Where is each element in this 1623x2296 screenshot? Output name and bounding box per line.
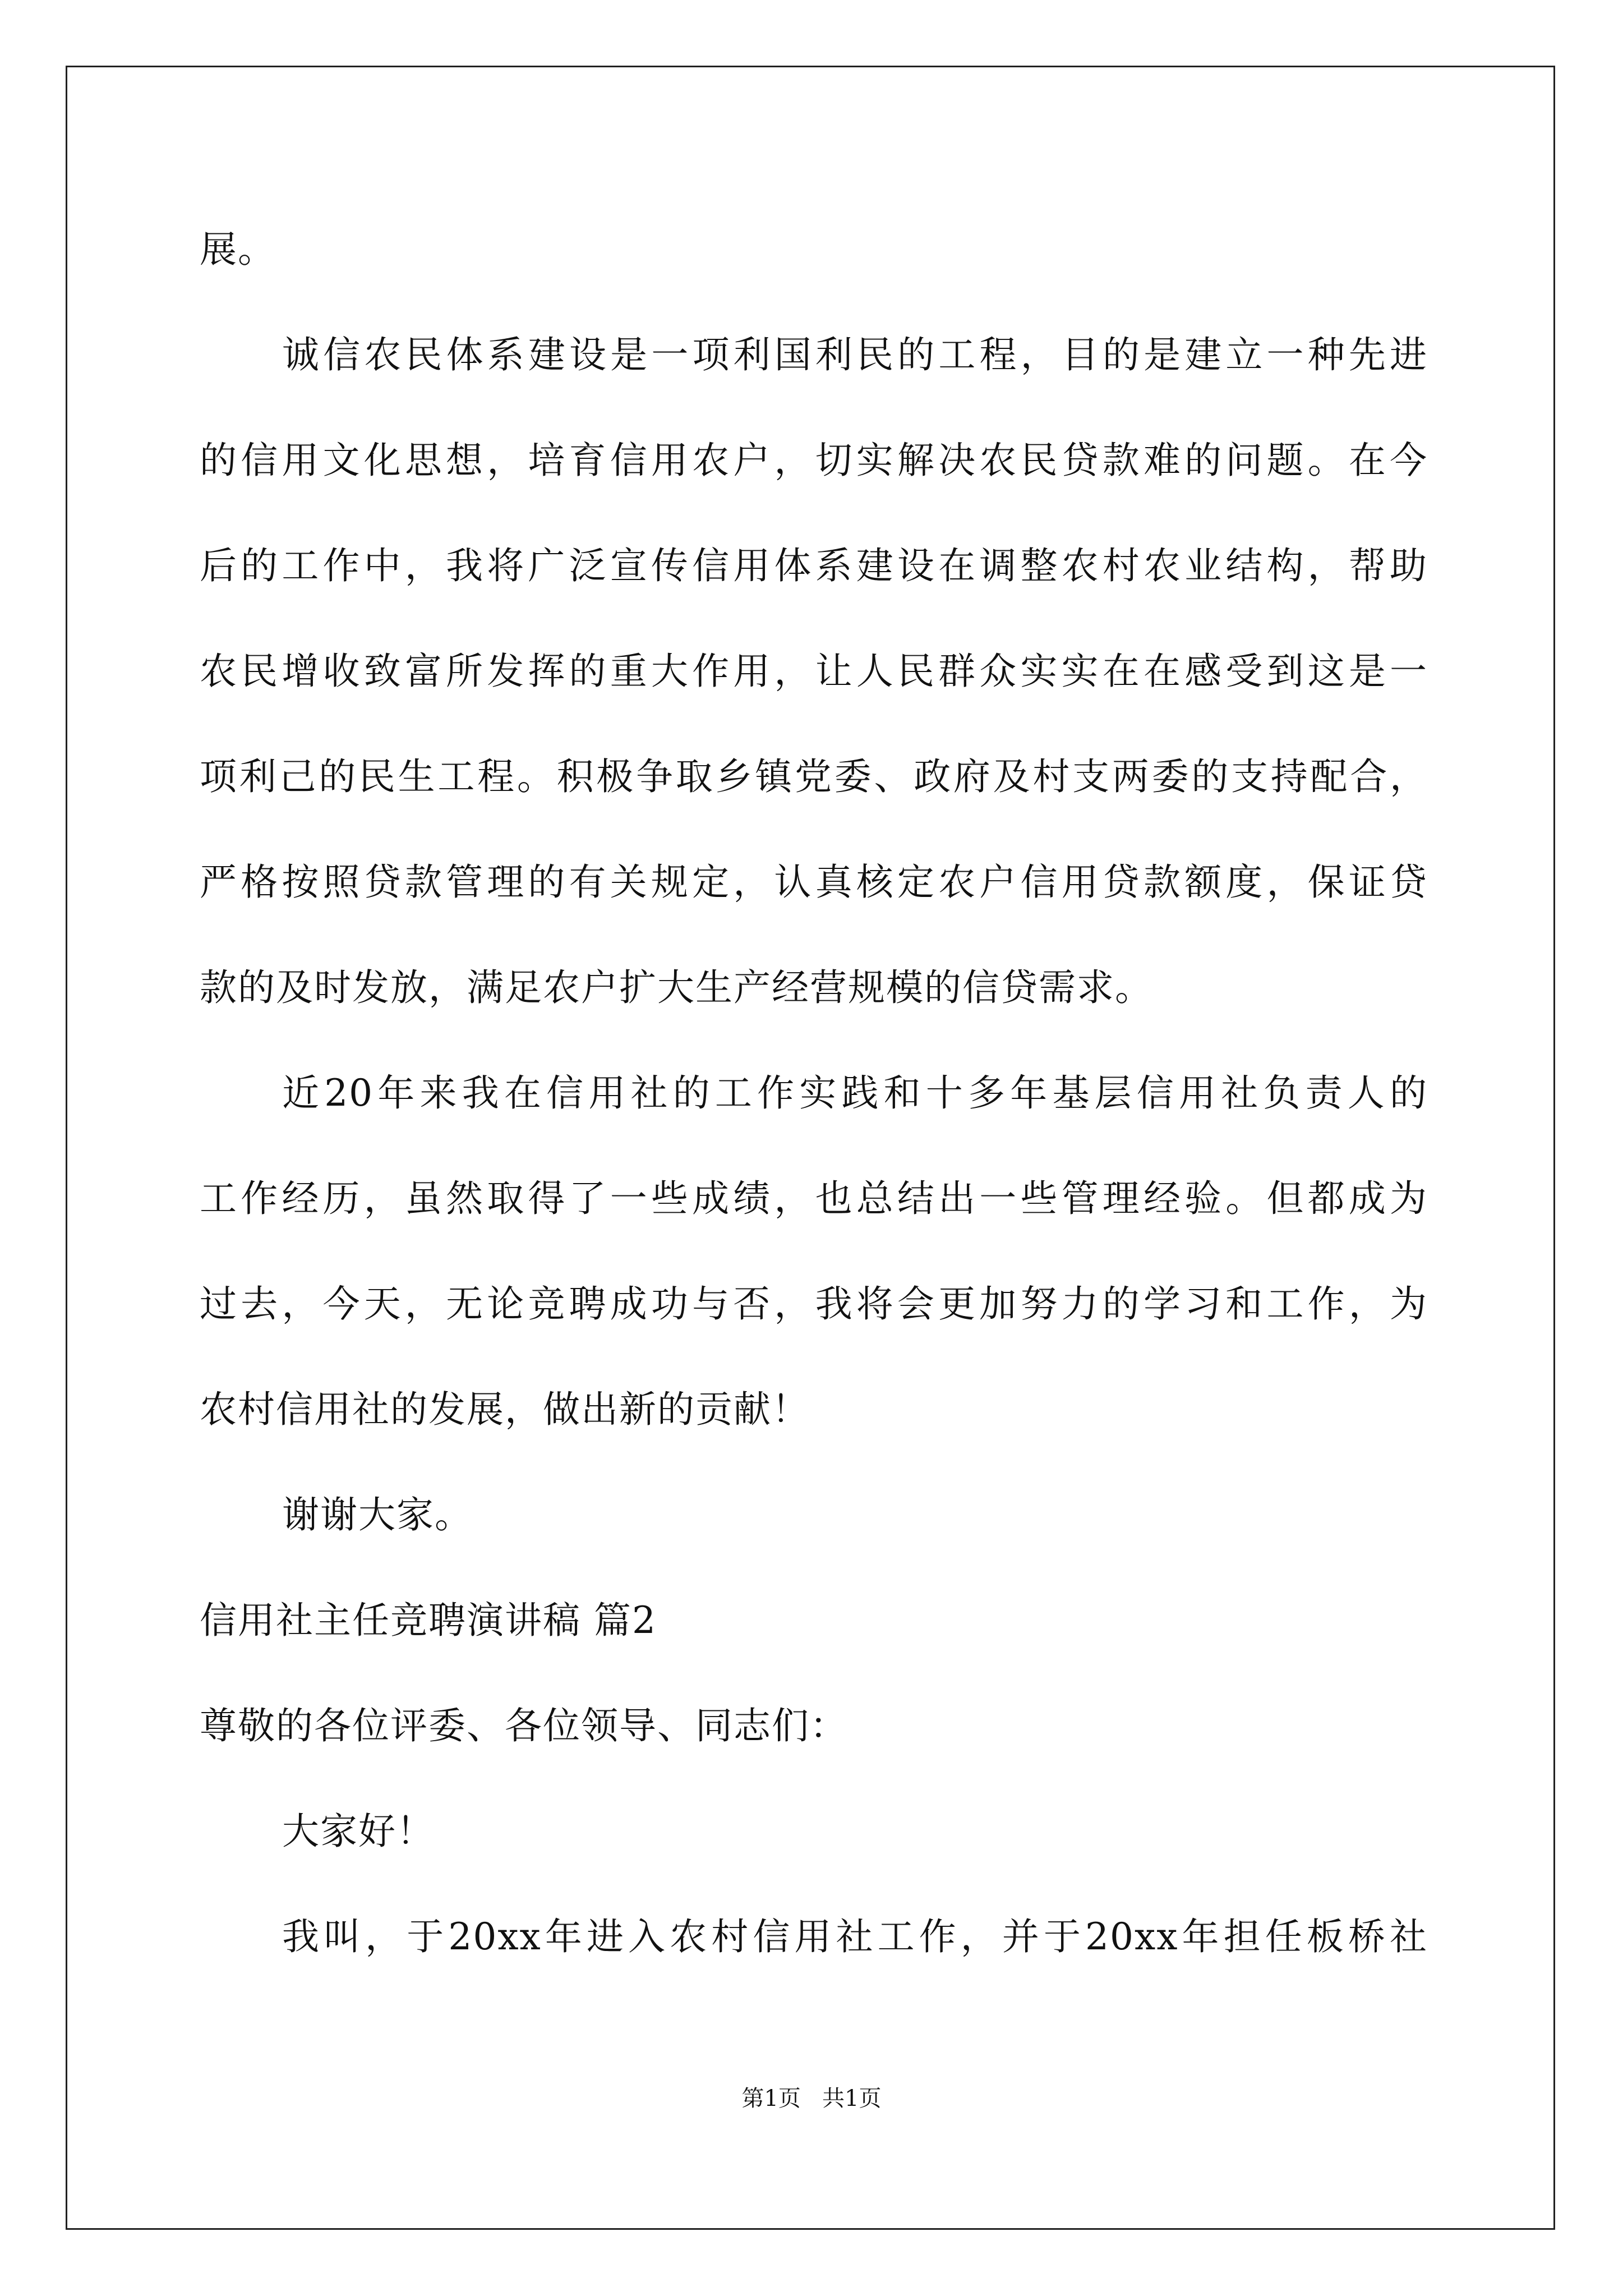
text-line: 过去，今天，无论竞聘成功与否，我将会更加努力的学习和工作，为	[200, 1282, 1428, 1326]
text-line: 款的及时发放，满足农户扩大生产经营规模的信贷需求。	[200, 966, 1153, 1009]
text-line: 谢谢大家。	[282, 1493, 473, 1536]
text-line: 展。	[200, 228, 276, 271]
text-line: 严格按照贷款管理的有关规定，认真核定农户信用贷款额度，保证贷	[200, 861, 1428, 904]
text-line: 项利己的民生工程。积极争取乡镇党委、政府及村支两委的支持配合，	[200, 755, 1428, 798]
text-line: 诚信农民体系建设是一项利国利民的工程，目的是建立一种先进	[282, 333, 1428, 376]
text-line: 后的工作中，我将广泛宣传信用体系建设在调整农村农业结构，帮助	[200, 544, 1428, 587]
text-line: 大家好！	[282, 1810, 435, 1853]
text-line: 农民增收致富所发挥的重大作用，让人民群众实实在在感受到这是一	[200, 650, 1428, 693]
text-line: 工作经历，虽然取得了一些成绩，也总结出一些管理经验。但都成为	[200, 1177, 1428, 1220]
text-line: 的信用文化思想，培育信用农户，切实解决农民贷款难的问题。在今	[200, 439, 1428, 482]
text-line: 近20年来我在信用社的工作实践和十多年基层信用社负责人的	[282, 1071, 1428, 1115]
page-footer: 第1页 共1页	[741, 2086, 882, 2111]
text-line: 我叫，于20xx年进入农村信用社工作，并于20xx年担任板桥社	[282, 1915, 1428, 1958]
section-heading: 信用社主任竞聘演讲稿 篇2	[200, 1599, 657, 1642]
text-line: 农村信用社的发展，做出新的贡献！	[200, 1388, 810, 1431]
salutation: 尊敬的各位评委、各位领导、同志们：	[200, 1704, 848, 1747]
page-border	[66, 66, 1555, 2230]
